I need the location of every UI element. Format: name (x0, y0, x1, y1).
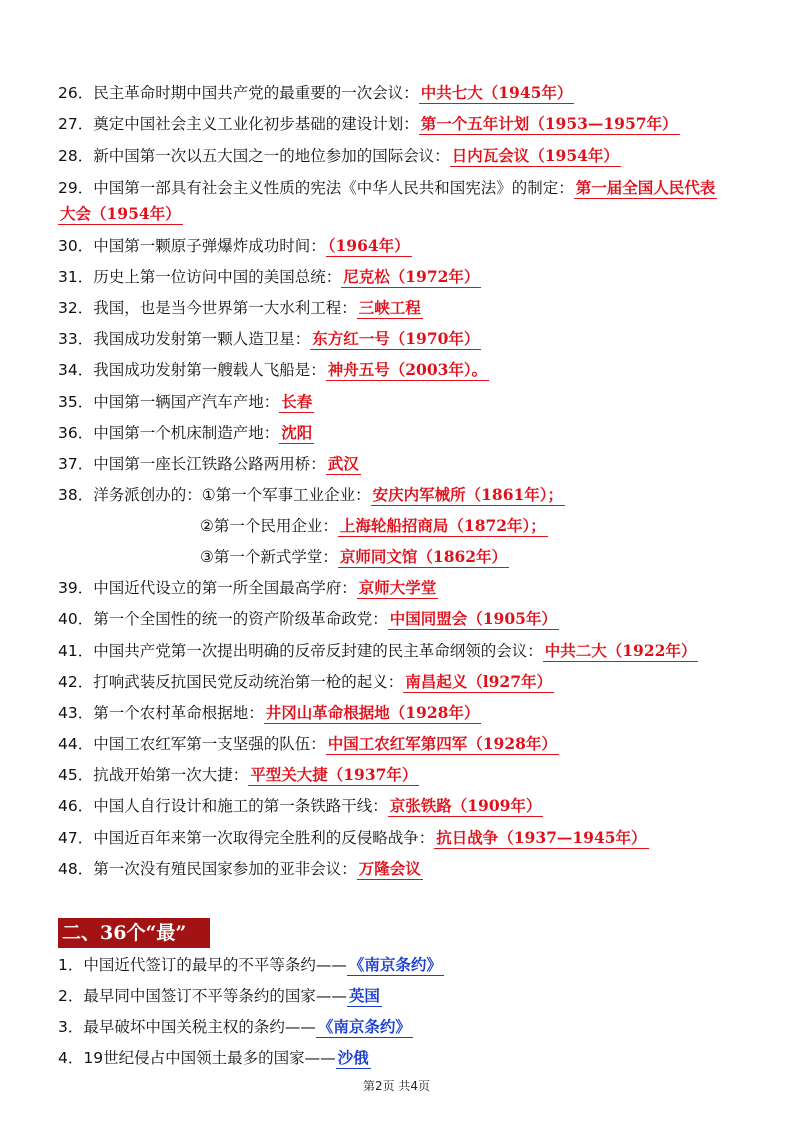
answer: 长春 (279, 392, 314, 413)
section-heading: 二、36个“最” (58, 918, 210, 948)
list-item: ②第一个民用企业： 上海轮船招商局（1872年）； (200, 515, 760, 537)
list-item: 3．最早破坏中国关税主权的条约—— 《南京条约》 (58, 1016, 748, 1038)
list-item: 42．打响武装反抗国民党反动统治第一枪的起义： 南昌起义（l927年） (58, 671, 748, 693)
answer: 大会（1954年） (58, 204, 183, 225)
answer: 《南京条约》 (316, 1017, 413, 1038)
answer: 抗日战争（1937—1945年） (434, 828, 648, 849)
answer: 京师同文馆（1862年） (338, 547, 509, 568)
list-item: 30．中国第一颗原子弹爆炸成功时间： （1964年） (58, 235, 748, 257)
answer: 万隆会议 (357, 859, 423, 880)
answer: 井冈山革命根据地（1928年） (264, 703, 482, 724)
list-item: 41．中国共产党第一次提出明确的反帝反封建的民主革命纲领的会议： 中共二大（1922年） (58, 640, 748, 662)
answer: 日内瓦会议（1954年） (450, 146, 621, 167)
list-item: 38．洋务派创办的：①第一个军事工业企业： 安庆内军械所（1861年）； (58, 484, 748, 506)
list-item-continuation (58, 203, 748, 225)
list-item: 46．中国人自行设计和施工的第一条铁路干线： 京张铁路（1909年） (58, 795, 748, 817)
page-footer: 第2页 共4页 (362, 1079, 431, 1093)
answer: 东方红一号（1970年） (310, 329, 481, 350)
list-item: 31．历史上第一位访问中国的美国总统： 尼克松（1972年） (58, 266, 748, 288)
list-item: 35．中国第一辆国产汽车产地： 长春 (58, 391, 748, 413)
list-item: 4．19世纪侵占中国领土最多的国家—— 沙俄 (58, 1047, 748, 1069)
answer: 中国同盟会（1905年） (388, 609, 559, 630)
answer: 尼克松（1972年） (341, 267, 481, 288)
answer: 沙俄 (336, 1048, 371, 1069)
answer: 沈阳 (279, 423, 314, 444)
answer: 安庆内军械所（1861年）； (371, 485, 565, 506)
answer: 中共七大（1945年） (419, 83, 575, 104)
list-item: 36．中国第一个机床制造产地： 沈阳 (58, 422, 748, 444)
list-item: 37．中国第一座长江铁路公路两用桥： 武汉 (58, 453, 748, 475)
list-item: ③第一个新式学堂： 京师同文馆（1862年） (200, 546, 760, 568)
answer: 英国 (347, 986, 382, 1007)
answer: 平型关大捷（1937年） (248, 765, 419, 786)
list-item: 34．我国成功发射第一艘载人飞船是： 神舟五号（2003年）。 (58, 359, 748, 381)
list-item: 29．中国第一部具有社会主义性质的宪法《中华人民共和国宪法》的制定： 第一届全国人民代表 (58, 177, 748, 199)
answer: 第一届全国人民代表 (574, 178, 718, 199)
answer: 《南京条约》 (347, 955, 444, 976)
list-item: 27．奠定中国社会主义工业化初步基础的建设计划： 第一个五年计划（1953—1957年） (58, 113, 748, 135)
list-item: 1．中国近代签订的最早的不平等条约—— 《南京条约》 (58, 954, 748, 976)
answer: 三峡工程 (357, 298, 423, 319)
answer: 中国工农红军第四军（1928年） (326, 734, 559, 755)
answer: 神舟五号（2003年）。 (326, 360, 489, 381)
list-item: 32．我国，也是当今世界第一大水利工程： 三峡工程 (58, 297, 748, 319)
list-item: 39．中国近代设立的第一所全国最高学府： 京师大学堂 (58, 577, 748, 599)
answer: 第一个五年计划（1953—1957年） (419, 114, 680, 135)
list-item: 40．第一个全国性的统一的资产阶级革命政党： 中国同盟会（1905年） (58, 608, 748, 630)
list-item: 48．第一次没有殖民国家参加的亚非会议： 万隆会议 (58, 858, 748, 880)
list-item: 2．最早同中国签订不平等条约的国家—— 英国 (58, 985, 748, 1007)
list-item: 47．中国近百年来第一次取得完全胜利的反侵略战争： 抗日战争（1937—1945年） (58, 827, 748, 849)
list-item: 26．民主革命时期中国共产党的最重要的一次会议： 中共七大（1945年） (58, 82, 748, 104)
answer: 京张铁路（1909年） (388, 796, 544, 817)
answer: 南昌起义（l927年） (403, 672, 554, 693)
list-item: 45．抗战开始第一次大捷： 平型关大捷（1937年） (58, 764, 748, 786)
list-item: 28．新中国第一次以五大国之一的地位参加的国际会议： 日内瓦会议（1954年） (58, 145, 748, 167)
list-item: 43．第一个农村革命根据地： 井冈山革命根据地（1928年） (58, 702, 748, 724)
answer: 武汉 (326, 454, 361, 475)
answer: 上海轮船招商局（1872年）； (338, 516, 548, 537)
list-item: 33．我国成功发射第一颗人造卫星： 东方红一号（1970年） (58, 328, 748, 350)
list-item: 44．中国工农红军第一支坚强的队伍： 中国工农红军第四军（1928年） (58, 733, 748, 755)
answer: 中共二大（1922年） (543, 641, 699, 662)
answer: 京师大学堂 (357, 578, 439, 599)
answer: （1964年） (326, 236, 412, 257)
